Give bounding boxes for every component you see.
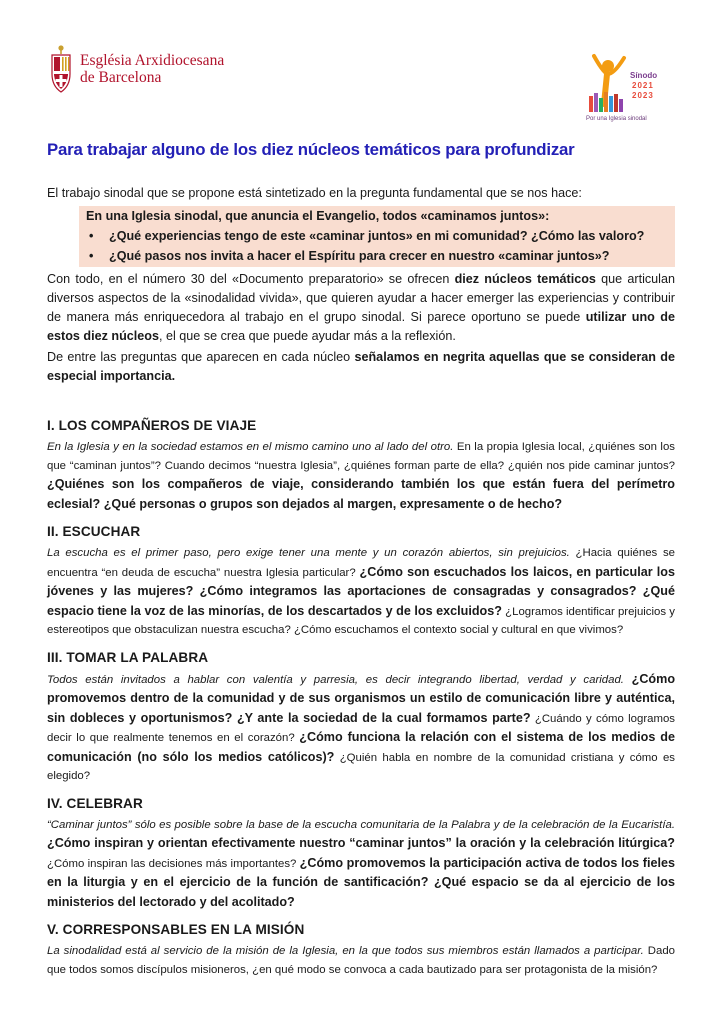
text-run: ¿Cómo inspiran las decisiones más importantes? xyxy=(47,857,300,870)
org-name-line2: de Barcelona xyxy=(80,69,162,86)
text-run: Dado que todos somos discípulos misioneros, ¿en qué modo se convoca a cada bautizado para ser protagonista de la misión? xyxy=(47,945,675,976)
text-run: , el que se crea que puede ayudar más a la reflexión. xyxy=(158,329,456,343)
section-text xyxy=(47,438,675,514)
bold-run: señalamos en negrita aquellas que se consideran de especial importancia. xyxy=(47,350,675,383)
section-speak xyxy=(47,650,675,786)
bullet-item xyxy=(86,226,675,246)
italic-run: La escucha es el primer paso, pero exige tener una mente y un corazón abiertos, sin prejuicios. xyxy=(47,547,570,559)
section-title: III. TOMAR LA PALABRA xyxy=(47,649,209,665)
page-title: Para trabajar alguno de los diez núcleos temáticos para profundizar xyxy=(47,140,575,159)
themes-paragraph xyxy=(47,270,675,346)
italic-run: La sinodalidad está al servicio de la misión de la Iglesia, en la que todos sus miembros están llamados a participar. xyxy=(47,945,644,957)
bullet-text: ¿Qué experiencias tengo de este «caminar juntos» en mi comunidad? ¿Cómo las valoro? xyxy=(109,229,645,243)
section-mission xyxy=(47,922,675,979)
archdiocese-logo xyxy=(50,44,224,94)
section-celebrate xyxy=(47,796,675,913)
bold-run: ¿Cómo promovemos dentro de la comunidad y de sus organismos un estilo de comunicación libre y auténtica, sin dobleces y oportunismos? ¿Y ante la sociedad de la cual formamos parte? xyxy=(47,671,676,725)
synod-year-end: 2023 xyxy=(632,91,654,100)
section-listen xyxy=(47,524,675,640)
synod-tagline: Por una Iglesia sinodal xyxy=(586,116,647,122)
section-text xyxy=(47,942,675,979)
bold-run: ¿Quiénes son los compañeros de viaje, considerando también los que están fuera del perímetro eclesial? ¿Qué personas o grupos son dejados al margen, expresamente o de hecho? xyxy=(47,477,675,511)
bullet-text: ¿Qué pasos nos invita a hacer el Espíritu para crecer en nuestro «caminar juntos»? xyxy=(109,249,610,263)
org-name-line1: Església Arxidiocesana xyxy=(80,52,225,69)
text-run: que articulan diversos aspectos de la «sinodalidad vivida», que quieren ayudar a hacer emerger las experiencias y contribuir de manera más enriquecedora al trabajo en el grupo sinodal. Si parece oportuno se puede xyxy=(47,272,675,324)
crest-icon xyxy=(50,44,72,94)
box-lead: En una Iglesia sinodal, que anuncia el Evangelio, todos «caminamos juntos»: xyxy=(86,209,550,223)
text-run: De entre las preguntas que aparecen en cada núcleo xyxy=(47,350,355,364)
text-run: ¿Hacia quiénes se encuentra “en deuda de escucha” nuestra Iglesia particular? xyxy=(47,547,675,579)
page-header xyxy=(0,0,724,130)
bold-run: diez núcleos temáticos xyxy=(454,272,596,286)
bold-run: ¿Cómo promovemos la participación activa de todos los fieles en la liturgia y en el ejercicio de la función de santificación? ¿Qué espacio se da al ejercicio de los ministerios del lectorado y del acolitado? xyxy=(47,855,676,909)
text-run: ¿Logramos identificar prejuicios y estereotipos que obstaculizan nuestra escucha? ¿Cómo escuchamos el contexto social y cultural en que vivimos? xyxy=(47,605,675,636)
italic-run: Todos están invitados a hablar con valentía y parresia, es decir integrando libertad, verdad y caridad. xyxy=(47,673,624,686)
section-title: I. LOS COMPAÑEROS DE VIAJE xyxy=(47,418,257,433)
bold-run: ¿Cómo inspiran y orientan efectivamente nuestro “caminar juntos” la oración y la celebración litúrgica? xyxy=(47,836,675,850)
section-text xyxy=(47,544,675,640)
bold-note-paragraph xyxy=(47,348,675,386)
section-companions xyxy=(47,418,675,514)
text-run: En la propia Iglesia local, ¿quiénes son los que “caminan juntos”? Cuando decimos “nuestra Iglesia”, ¿quiénes forman parte de ella? ¿quién nos pide caminar juntos? xyxy=(47,441,675,472)
text-run: ¿Quién habla en nombre de la comunidad cristiana y cómo es elegido? xyxy=(47,751,675,782)
section-text xyxy=(47,816,675,913)
italic-run: En la Iglesia y en la sociedad estamos en el mismo camino uno al lado del otro. xyxy=(47,441,454,453)
bullet-item xyxy=(86,246,675,266)
section-text xyxy=(47,670,675,786)
synod-year-start: 2021 xyxy=(632,81,654,90)
bullet-dot: • xyxy=(89,229,94,243)
text-run: ¿Cuándo y cómo logramos decir lo que realmente tenemos en el corazón? xyxy=(47,712,675,744)
bullet-dot: • xyxy=(89,249,94,263)
text-run xyxy=(624,674,632,686)
section-title: II. ESCUCHAR xyxy=(47,524,141,539)
italic-run: “Caminar juntos” sólo es posible sobre la base de la escucha comunitaria de la Palabra y de la celebración de la Eucaristía. xyxy=(47,818,675,831)
intro-paragraph: El trabajo sinodal que se propone está sintetizado en la pregunta fundamental que se nos hace: xyxy=(47,186,582,200)
section-title: IV. CELEBRAR xyxy=(47,795,143,811)
document-body xyxy=(47,140,675,979)
text-run: Con todo, en el número 30 del «Documento preparatorio» se ofrecen xyxy=(47,272,455,286)
section-title: V. CORRESPONSABLES EN LA MISIÓN xyxy=(47,922,305,937)
bold-run: utilizar uno de estos diez núcleos xyxy=(47,310,676,343)
synod-word: Sínodo xyxy=(630,71,658,80)
fundamental-question-box xyxy=(79,206,675,267)
bold-run: ¿Cómo son escuchados los laicos, en particular los jóvenes y las mujeres? ¿Cómo integramos las aportaciones de consagradas y consagrados? ¿Qué espacio tiene la voz de las minorías, de los descartados y de los excluidos? xyxy=(47,564,676,618)
bold-run: ¿Cómo funciona la relación con el sistema de los medios de comunicación (no sólo los medios católicos)? xyxy=(47,730,675,764)
synod-logo xyxy=(580,52,680,132)
